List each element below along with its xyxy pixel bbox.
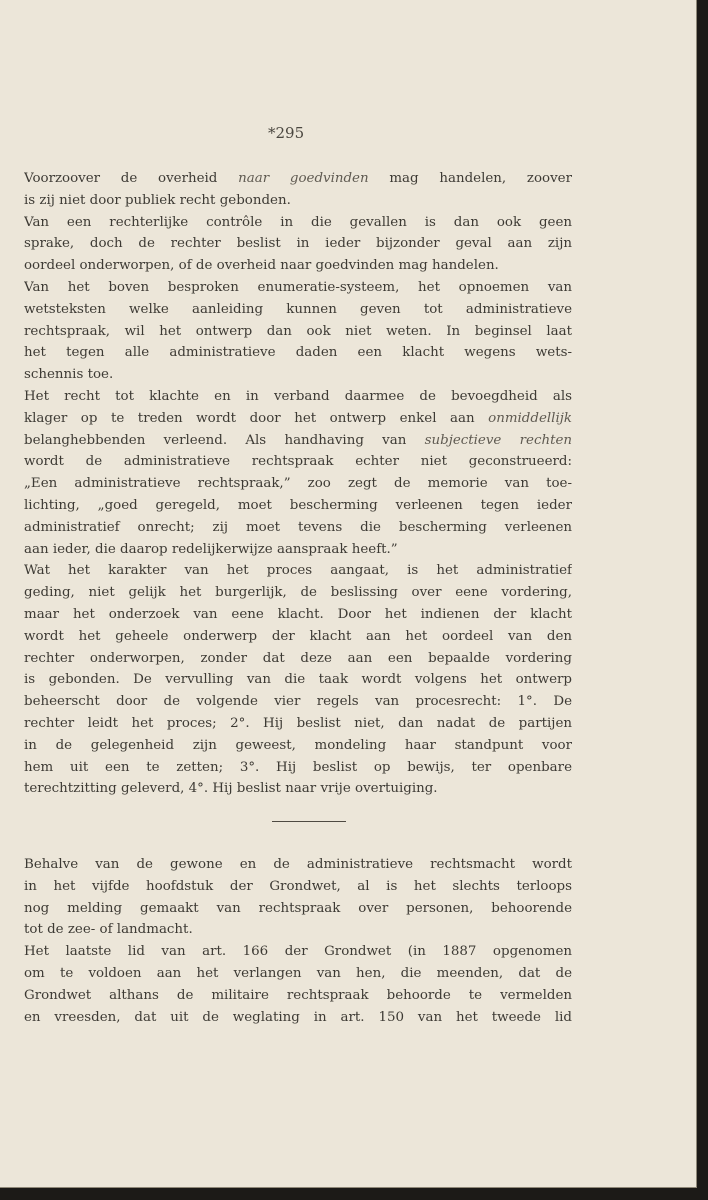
text-line (24, 342, 572, 364)
text-run: is zij niet door publiek recht gebonden. (24, 192, 291, 208)
text-run: lichting, „goed geregeld, moet bescherming verleenen tegen ieder (24, 497, 572, 513)
text-line (24, 1007, 572, 1029)
text-line (24, 386, 572, 408)
text-line (24, 963, 572, 985)
text-line (24, 190, 572, 212)
text-line (24, 757, 572, 779)
text-line (24, 539, 572, 561)
text-line (24, 473, 572, 495)
italic-text: onmiddellijk (488, 410, 572, 426)
text-run: Wat het karakter van het proces aangaat, is het administratief (24, 563, 572, 579)
text-line (24, 168, 572, 190)
text-line (24, 941, 572, 963)
text-run: tot de zee- of landmacht. (24, 922, 193, 938)
text-run: rechtspraak, wil het ontwerp dan ook niet weten. In beginsel laat (24, 323, 572, 339)
text-line (24, 713, 572, 735)
text-line (24, 321, 572, 343)
text-run: Het laatste lid van art. 166 der Grondwet (in 1887 opgenomen (24, 944, 572, 960)
text-run: terechtzitting geleverd, 4°. Hij beslist naar vrije overtuiging. (24, 781, 438, 797)
text-run: belanghebbenden verleend. Als handhaving van (24, 432, 425, 448)
text-run: het tegen alle administratieve daden een klacht wegens wets- (24, 345, 572, 361)
text-line (24, 691, 572, 713)
text-run: oordeel onderworpen, of de overheid naar goedvinden mag handelen. (24, 258, 499, 274)
text-run: wordt de administratieve rechtspraak echter niet geconstrueerd: (24, 454, 572, 470)
text-run: Van een rechterlijke contrôle in die gevallen is dan ook geen (24, 214, 572, 230)
text-line (24, 669, 572, 691)
page-number-value: 295 (275, 124, 305, 142)
text-run: in de gelegenheid zijn geweest, mondeling haar standpunt voor (24, 737, 572, 753)
page-number (268, 124, 304, 142)
text-run: „Een administratieve rechtspraak,” zoo zegt de memorie van toe- (24, 476, 572, 492)
text-run: Het recht tot klachte en in verband daarmee de bevoegdheid als (24, 388, 572, 404)
text-run: hem uit een te zetten; 3°. Hij beslist op bewijs, ter openbare (24, 759, 572, 775)
text-line (24, 495, 572, 517)
text-line (24, 212, 572, 234)
text-line (24, 277, 572, 299)
text-line (24, 648, 572, 670)
text-line (24, 255, 572, 277)
italic-text: subjectieve rechten (424, 432, 572, 448)
text-run: maar het onderzoek van eene klacht. Door het indienen der klacht (24, 606, 572, 622)
text-run: klager op te treden wordt door het ontwerp enkel aan (24, 410, 489, 426)
text-run: in het vijfde hoofdstuk der Grondwet, al is het slechts terloops (24, 878, 572, 894)
text-line (24, 517, 572, 539)
text-line (24, 626, 572, 648)
text-run: mag handelen, zoover (368, 171, 572, 186)
text-run: rechter onderworpen, zonder dat deze aan een bepaalde vordering (24, 650, 572, 666)
text-line (24, 364, 572, 386)
text-line (24, 735, 572, 757)
text-run: Van het boven besproken enumeratie-systeem, het opnoemen van (24, 279, 572, 295)
text-line (24, 233, 572, 255)
text-line (24, 582, 572, 604)
text-line (24, 604, 572, 626)
text-run: nog melding gemaakt van rechtspraak over personen, behoorende (24, 900, 572, 916)
text-run: Grondwet althans de militaire rechtspraak behoorde te vermelden (24, 987, 572, 1003)
section-divider (272, 821, 346, 822)
text-run: sprake, doch de rechter beslist in ieder bijzonder geval aan zijn (24, 236, 572, 252)
text-line (24, 430, 572, 452)
text-run: Behalve van de gewone en de administratieve rechtsmacht wordt (24, 857, 572, 872)
text-run: schennis toe. (24, 367, 114, 383)
text-run: beheerscht door de volgende vier regels van procesrecht: 1°. De (24, 694, 572, 710)
body-text-section-2 (24, 854, 572, 1028)
text-line (24, 898, 572, 920)
text-run: rechter leidt het proces; 2°. Hij beslist niet, dan nadat de partijen (24, 715, 572, 731)
text-run: aan ieder, die daarop redelijkerwijze aanspraak heeft.” (24, 541, 398, 557)
text-run: administratief onrecht; zij moet tevens die bescherming verleenen (24, 519, 572, 535)
text-line (24, 299, 572, 321)
text-line (24, 985, 572, 1007)
text-line (24, 919, 572, 941)
text-line (24, 560, 572, 582)
page-number-marker: * (268, 124, 276, 142)
text-line (24, 451, 572, 473)
text-line (24, 854, 572, 876)
text-run: om te voldoen aan het verlangen van hen, die meenden, dat de (24, 965, 572, 981)
italic-text: naar goedvinden (238, 171, 369, 186)
text-line (24, 778, 572, 800)
text-line (24, 876, 572, 898)
text-run: geding, niet gelijk het burgerlijk, de beslissing over eene vordering, (24, 585, 572, 601)
text-run: wordt het geheele onderwerp der klacht aan het oordeel van den (24, 628, 572, 644)
body-text-section-1 (24, 168, 572, 800)
text-line (24, 408, 572, 430)
text-run: en vreesden, dat uit de weglating in art. 150 van het tweede lid (24, 1009, 572, 1025)
text-run: Voorzoover de overheid (24, 171, 239, 186)
page-edge-shadow (697, 0, 708, 1200)
text-run: wetsteksten welke aanleiding kunnen geven tot administratieve (24, 301, 572, 317)
text-run: is gebonden. De vervulling van die taak wordt volgens het ontwerp (24, 672, 572, 688)
